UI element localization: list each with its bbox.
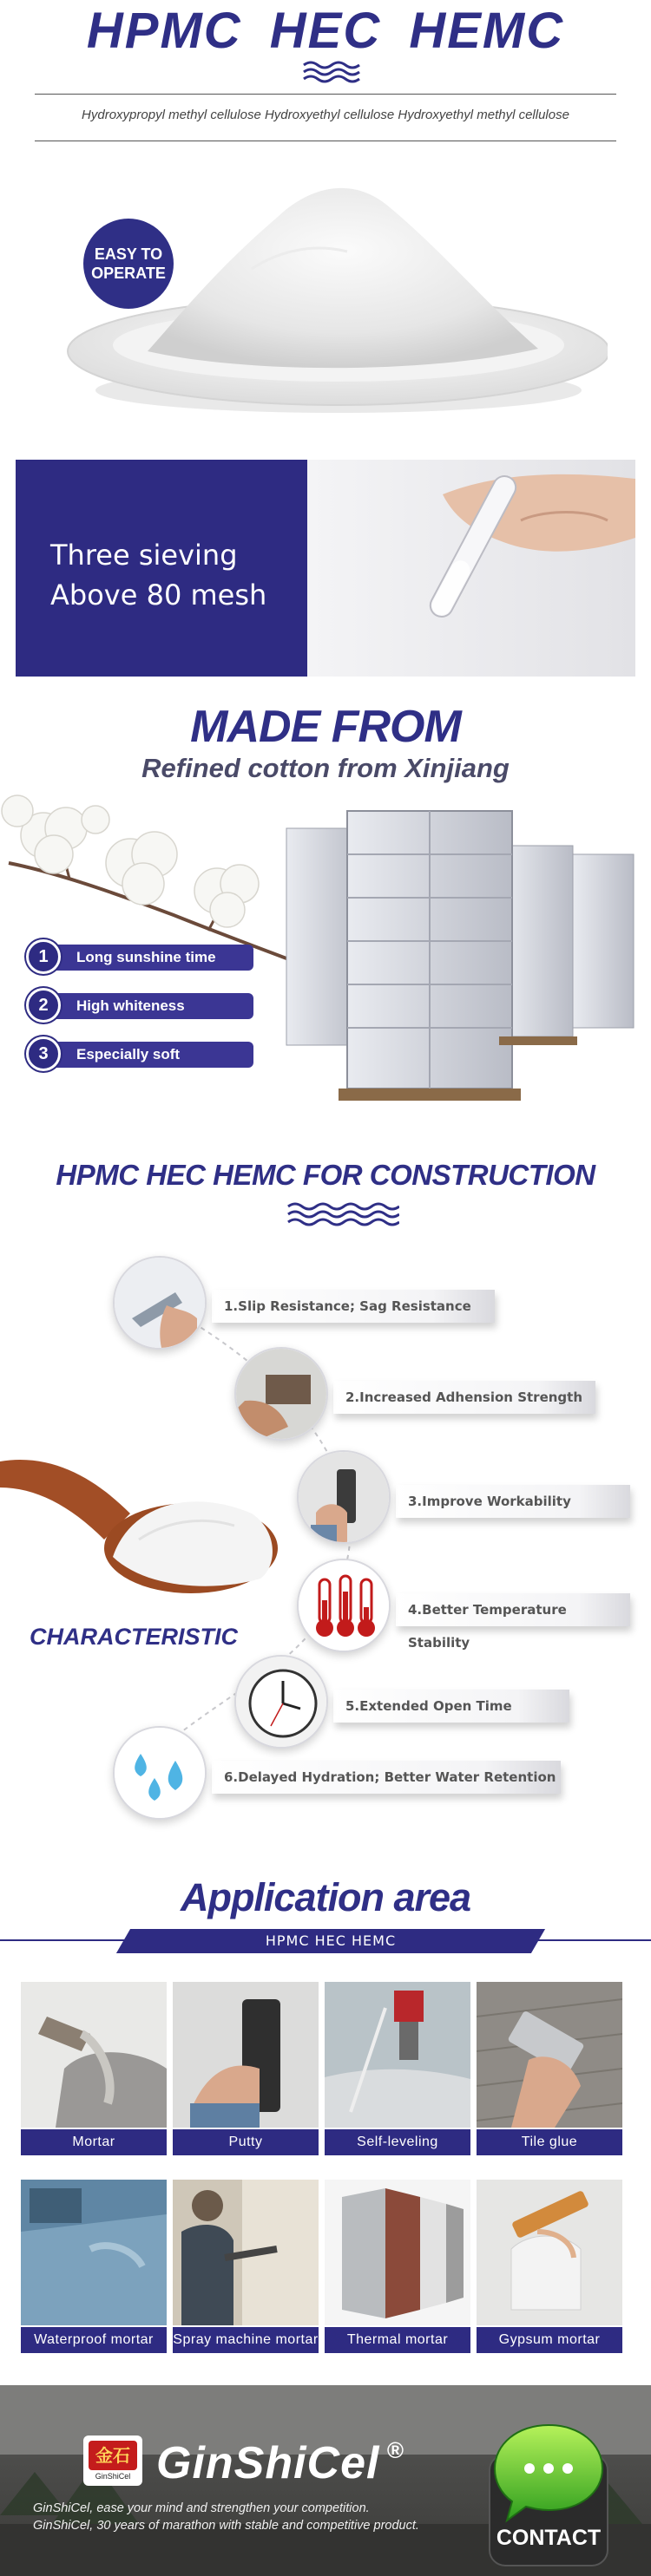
- header-rule-top: [35, 94, 616, 95]
- sieving-line-2: Above 80 mesh: [50, 579, 267, 611]
- feature-item-3: [26, 1040, 253, 1069]
- property-label-4: 4.Better Temperature Stability: [396, 1593, 630, 1626]
- brand-name: [156, 2437, 404, 2489]
- feature-item-2: [26, 991, 253, 1021]
- footer-tagline-2: GinShiCel, 30 years of marathon with stable and competitive product.: [33, 2519, 419, 2533]
- app-tile-thermal-mortar: [325, 2180, 470, 2353]
- app-tile-gypsum-mortar: [477, 2180, 622, 2353]
- feature-label: High whiteness: [49, 993, 253, 1019]
- app-tile-label: Self-leveling: [325, 2129, 470, 2155]
- feature-number: 1: [26, 939, 61, 974]
- water-drops-icon: [113, 1726, 207, 1820]
- app-tile-label: Mortar: [21, 2129, 167, 2155]
- made-from-subtitle: Refined cotton from Xinjiang: [141, 753, 510, 783]
- spray-machine-mortar-image: [173, 2180, 319, 2325]
- warehouse-pallets-image: [278, 794, 642, 1115]
- feature-item-1: [26, 943, 253, 972]
- easy-to-operate-badge: [83, 219, 174, 309]
- property-label-2: 2.Increased Adhension Strength: [333, 1381, 595, 1414]
- sieving-line-1: Three sieving: [50, 539, 238, 572]
- app-tile-label: Tile glue: [477, 2129, 622, 2155]
- sieving-text: [50, 535, 293, 615]
- feature-label: Long sunshine time: [49, 945, 253, 971]
- construction-title: HPMC HEC HEMC FOR CONSTRUCTION: [56, 1159, 595, 1191]
- app-tile-label: Waterproof mortar: [21, 2327, 167, 2353]
- brand-logo: [83, 2435, 142, 2486]
- waterproof-mortar-image: [21, 2180, 167, 2325]
- gypsum-mortar-image: [477, 2180, 622, 2325]
- tile-glue-image: [477, 1982, 622, 2128]
- property-label-1: 1.Slip Resistance; Sag Resistance: [212, 1290, 495, 1323]
- feature-number: 3: [26, 1036, 61, 1071]
- app-tile-spray-machine-mortar: [173, 2180, 319, 2353]
- app-tile-mortar: [21, 1982, 167, 2155]
- badge-line-2: OPERATE: [91, 265, 166, 282]
- made-from-title: MADE FROM: [190, 702, 461, 752]
- app-tile-label: Gypsum mortar: [477, 2327, 622, 2353]
- wave-divider-icon: [302, 61, 361, 83]
- thermal-mortar-image: [325, 2180, 470, 2325]
- footer-tagline-1: GinShiCel, ease your mind and strengthen your competition.: [33, 2501, 370, 2515]
- header-subtitle: Hydroxypropyl methyl cellulose Hydroxyethyl cellulose Hydroxyethyl methyl cellulose: [82, 108, 569, 122]
- contact-label[interactable]: CONTACT: [496, 2526, 602, 2550]
- app-tile-label: Putty: [173, 2129, 319, 2155]
- app-tile-putty: [173, 1982, 319, 2155]
- thermometer-icon: [297, 1559, 391, 1652]
- brand-name-text: GinShiCel: [156, 2438, 380, 2488]
- trowel-hand-icon: [113, 1256, 207, 1350]
- app-tile-label: Spray machine mortar: [173, 2327, 319, 2353]
- property-label-5: 5.Extended Open Time: [333, 1690, 569, 1723]
- property-label-3: 3.Improve Workability: [396, 1485, 630, 1518]
- mortar-image: [21, 1982, 167, 2128]
- trowel-wall-icon: [234, 1347, 328, 1441]
- app-tile-self-leveling: [325, 1982, 470, 2155]
- application-title: Application area: [180, 1875, 471, 1919]
- app-tile-label: Thermal mortar: [325, 2327, 470, 2353]
- page-title: HPMC HEC HEMC: [86, 3, 565, 59]
- wave-divider-icon: [286, 1202, 399, 1226]
- brand-logo-caption: GinShiCel: [95, 2472, 131, 2481]
- feature-label: Especially soft: [49, 1042, 253, 1068]
- self-leveling-image: [325, 1982, 470, 2128]
- app-tile-waterproof-mortar: [21, 2180, 167, 2353]
- badge-line-1: EASY TO: [94, 245, 163, 263]
- feature-number: 2: [26, 988, 61, 1023]
- powder-spoon-image: [0, 1453, 278, 1600]
- property-label-6: 6.Delayed Hydration; Better Water Retention: [212, 1761, 561, 1794]
- application-bar-text: HPMC HEC HEMC: [265, 1932, 397, 1949]
- registered-mark-icon: ®: [386, 2437, 404, 2463]
- app-tile-tile-glue: [477, 1982, 622, 2155]
- clock-icon: [234, 1655, 328, 1749]
- float-hand-icon: [297, 1450, 391, 1544]
- test-tube-hand-image: [408, 460, 635, 651]
- brand-logo-mark: 金石: [89, 2441, 137, 2470]
- characteristic-label: CHARACTERISTIC: [30, 1624, 238, 1650]
- putty-image: [173, 1982, 319, 2128]
